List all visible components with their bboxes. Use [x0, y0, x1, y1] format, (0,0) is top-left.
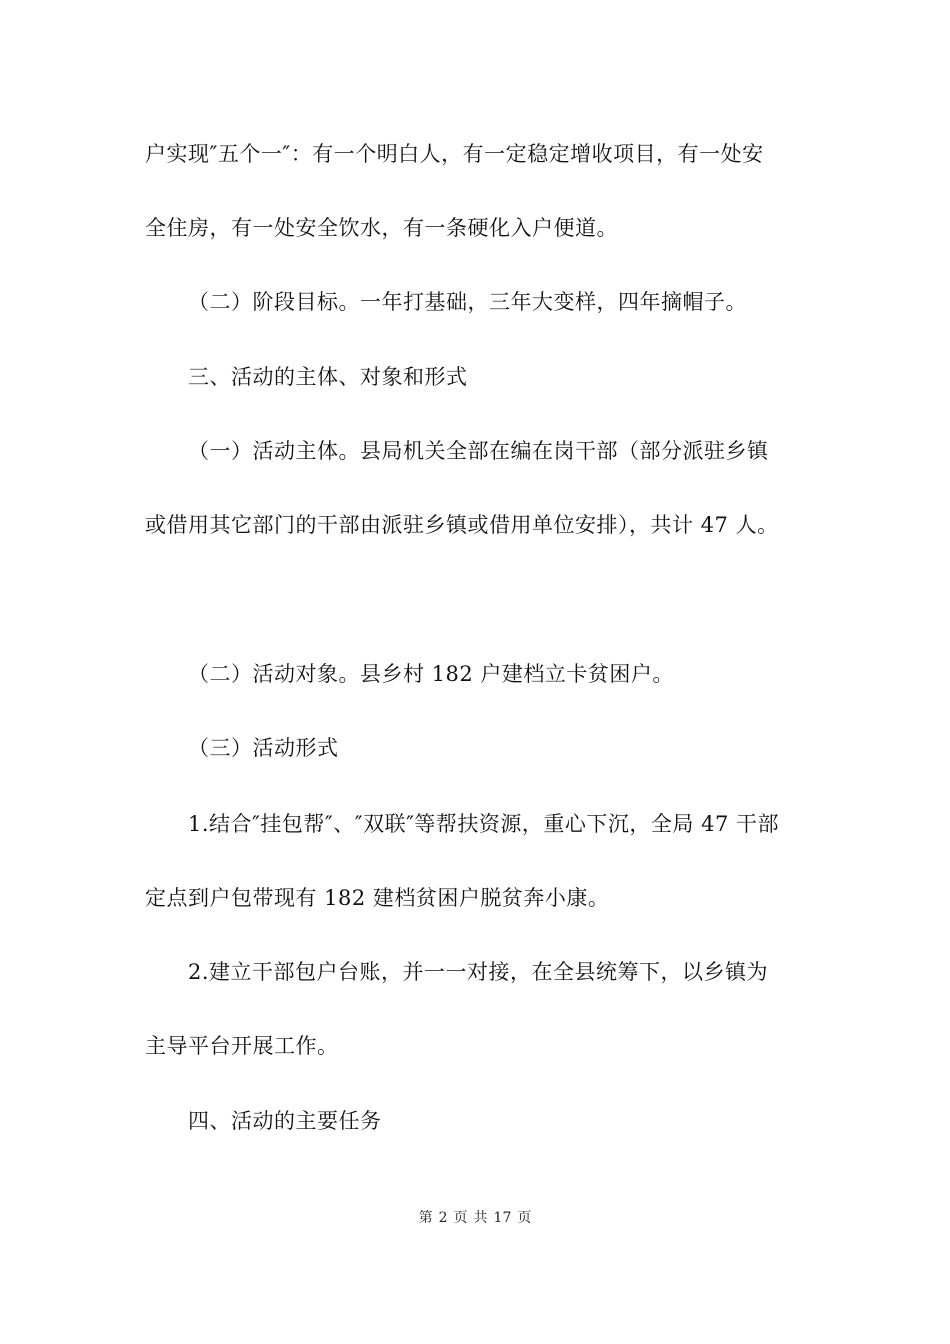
footer-label: 第 — [418, 1210, 433, 1226]
paragraph-line: 1.结合″挂包帮″、″双联″等帮扶资源，重心下沉，全局 47 干部 — [188, 812, 779, 836]
paragraph-line: （一）活动主体。县局机关全部在编在岗干部（部分派驻乡镇 — [188, 439, 769, 463]
page-number: 2 — [438, 1210, 448, 1226]
section-heading: 四、活动的主要任务 — [188, 1109, 382, 1133]
section-heading: 三、活动的主体、对象和形式 — [188, 365, 468, 389]
footer-label: 页 — [517, 1210, 532, 1226]
paragraph-line: （三）活动形式 — [188, 736, 339, 760]
paragraph-line: 全住房，有一处安全饮水，有一条硬化入户便道。 — [145, 216, 618, 240]
paragraph-line: 定点到户包带现有 182 建档贫困户脱贫奔小康。 — [145, 886, 610, 910]
paragraph-line: （二）活动对象。县乡村 182 户建档立卡贫困户。 — [188, 662, 674, 686]
page-total: 17 — [493, 1210, 512, 1226]
paragraph-line: 主导平台开展工作。 — [145, 1034, 339, 1058]
paragraph-line: （二）阶段目标。一年打基础，三年大变样，四年摘帽子。 — [188, 290, 747, 314]
footer-label: 共 — [473, 1210, 488, 1226]
paragraph-line: 户实现″五个一″：有一个明白人，有一定稳定增收项目，有一处安 — [145, 142, 764, 166]
page-footer — [0, 1209, 950, 1227]
footer-label: 页 — [453, 1210, 468, 1226]
paragraph-line: 或借用其它部门的干部由派驻乡镇或借用单位安排），共计 47 人。 — [145, 513, 779, 537]
paragraph-line: 2.建立干部包户台账，并一一对接，在全县统筹下，以乡镇为 — [188, 960, 769, 984]
